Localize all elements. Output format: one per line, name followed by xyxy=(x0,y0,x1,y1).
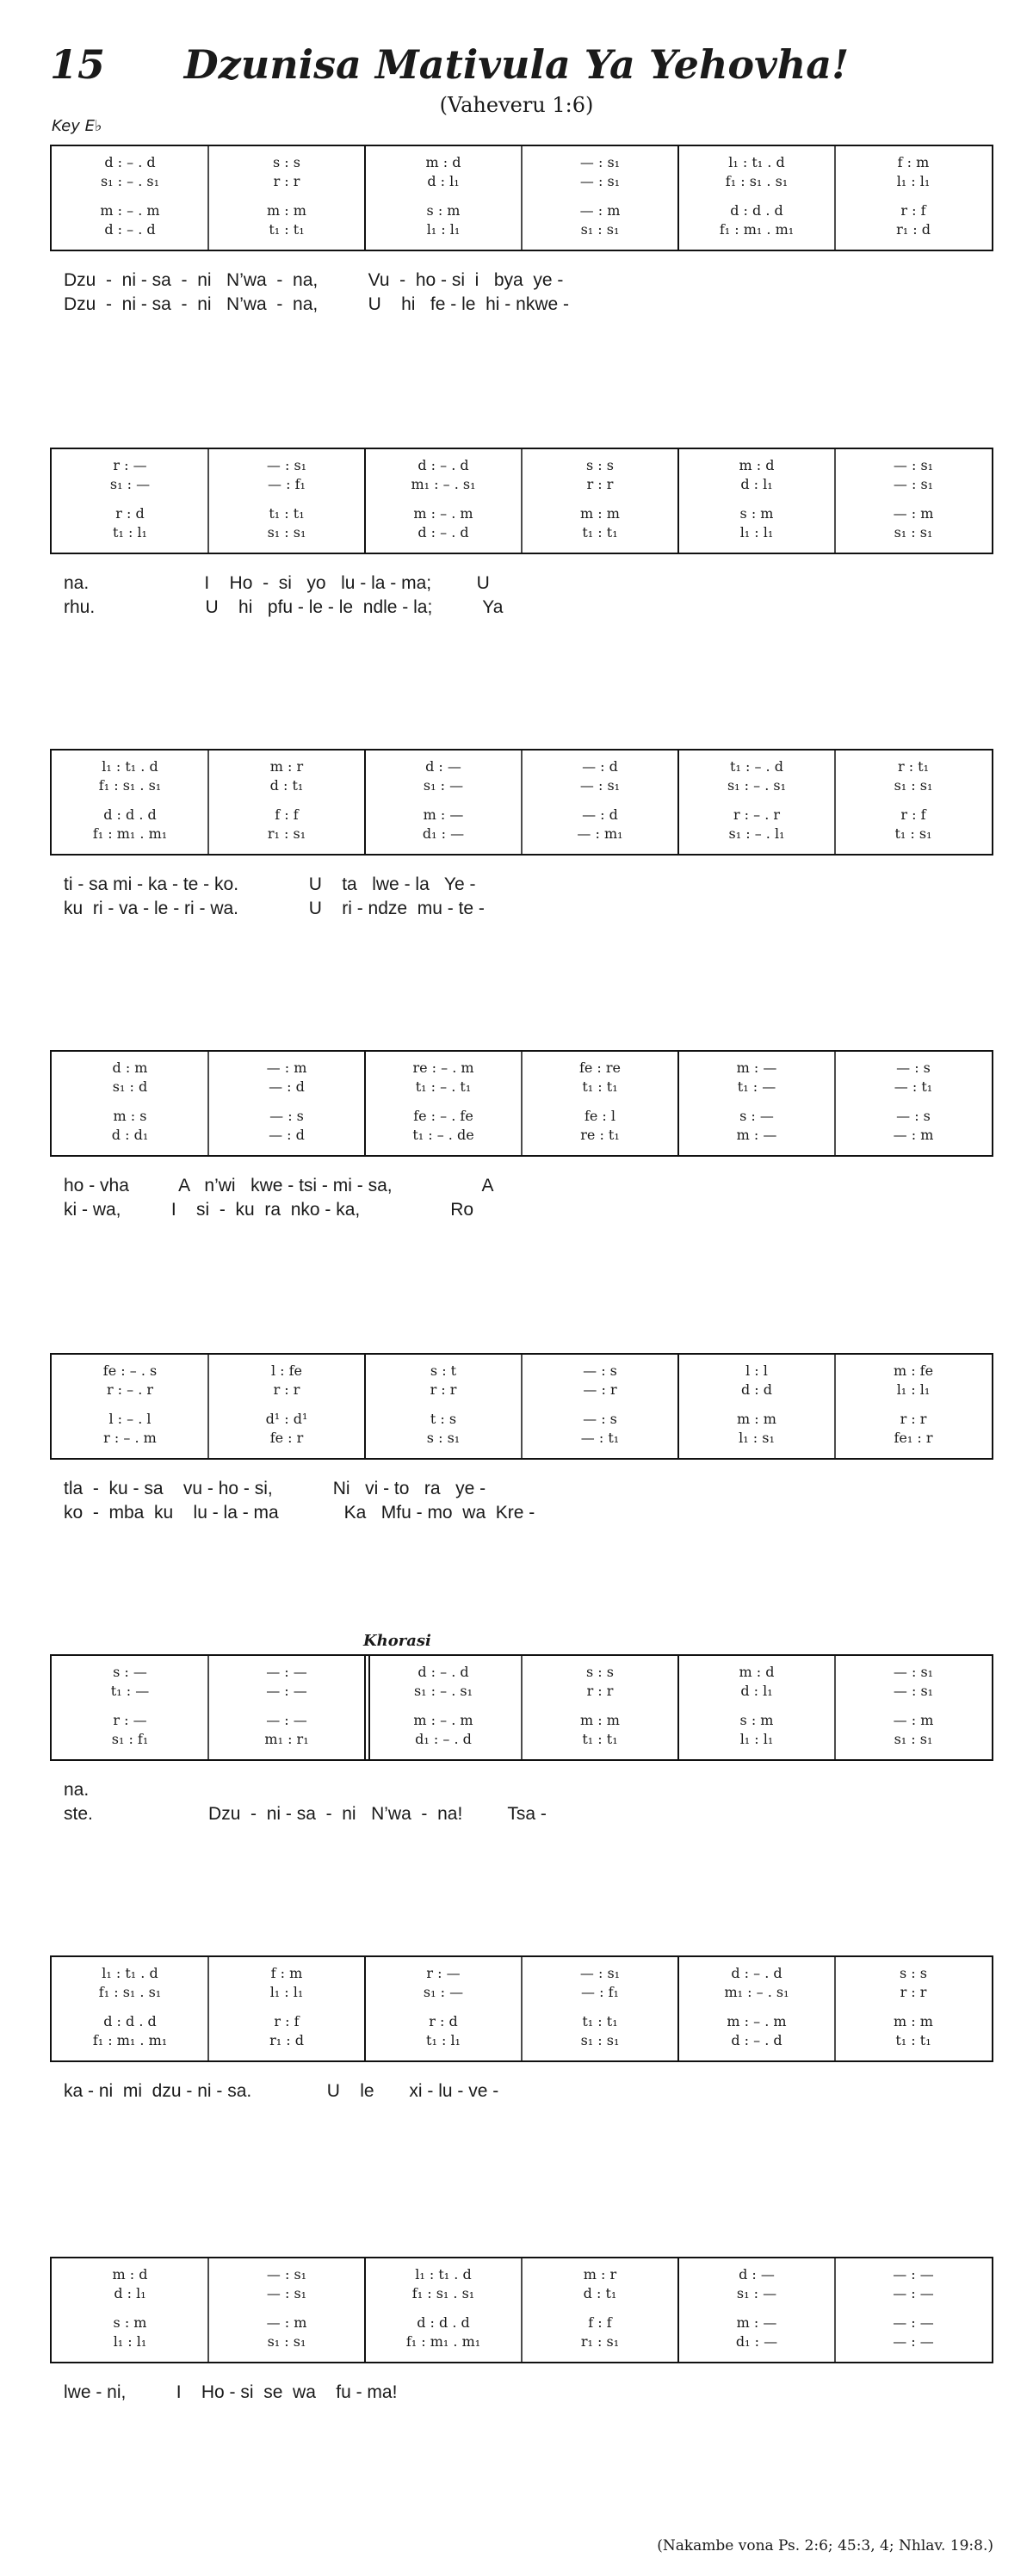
solfa-measure: s₁ : — xyxy=(109,476,151,492)
solfa-measure: m₁ : – . s₁ xyxy=(411,476,476,492)
voice-row xyxy=(52,1983,992,2002)
solfa-measure: — : d xyxy=(582,806,618,823)
solfa-measure: f : f xyxy=(275,806,299,823)
solfa-measure: s : m xyxy=(739,1712,774,1728)
solfa-measure: r : — xyxy=(113,1712,147,1728)
solfa-measure: d : d . d xyxy=(417,2314,470,2331)
solfa-measure: — : m xyxy=(893,505,934,522)
solfa-measure: d : d . d xyxy=(103,2013,157,2029)
solfa-measure: — : s xyxy=(896,1108,931,1124)
voice-row xyxy=(52,1663,992,1682)
solfa-measure: s : — xyxy=(113,1664,147,1680)
solfa-measure: d : t₁ xyxy=(269,777,304,794)
solfa-measure: l : fe xyxy=(270,1362,303,1379)
solfa-measure: l₁ : l₁ xyxy=(739,1731,774,1747)
solfa-measure: m : s xyxy=(113,1108,147,1124)
lyrics-block xyxy=(64,1778,985,1826)
solfa-measure: d : — xyxy=(425,758,461,775)
solfa-measure: s : t xyxy=(430,1362,457,1379)
solfa-measure: fe : – . s xyxy=(102,1362,158,1379)
solfa-measure: d : d₁ xyxy=(111,1127,149,1143)
solfa-measure: m : — xyxy=(423,806,464,823)
voice-row xyxy=(52,806,992,825)
solfa-measure: — : s xyxy=(583,1362,617,1379)
solfa-measure: s : s xyxy=(273,154,300,170)
voice-row xyxy=(52,523,992,542)
voice-row xyxy=(52,475,992,494)
solfa-measure: d : d xyxy=(740,1381,773,1398)
solfa-staff xyxy=(50,749,993,856)
lyrics-block xyxy=(64,2079,985,2103)
solfa-measure: — : s₁ xyxy=(579,777,621,794)
voice-row xyxy=(52,825,992,843)
solfa-measure: d : d . d xyxy=(103,806,157,823)
solfa-measure: f₁ : s₁ . s₁ xyxy=(98,777,162,794)
solfa-measure: r : – . r xyxy=(733,806,781,823)
solfa-measure: s : s xyxy=(900,1965,927,1981)
solfa-measure: d : – . d xyxy=(731,2032,782,2048)
voice-row xyxy=(52,1078,992,1096)
solfa-measure: s₁ : s₁ xyxy=(894,777,933,794)
solfa-measure: d : l₁ xyxy=(114,2285,146,2301)
solfa-measure: s₁ : – . s₁ xyxy=(100,173,160,189)
solfa-measure: r : f xyxy=(900,202,926,219)
solfa-measure: — : m xyxy=(266,1059,307,1076)
solfa-measure: — : f₁ xyxy=(268,476,306,492)
solfa-measure: — : m xyxy=(266,2314,307,2331)
solfa-measure: m : – . m xyxy=(413,505,473,522)
solfa-measure: f₁ : s₁ . s₁ xyxy=(98,1984,162,2000)
solfa-measure: t₁ : s₁ xyxy=(894,825,932,842)
solfa-staff xyxy=(50,1955,993,2062)
voice-row xyxy=(52,2284,992,2303)
solfa-measure: t₁ : t₁ xyxy=(269,505,305,522)
solfa-measure: r₁ : d xyxy=(896,221,931,238)
solfa-measure: t₁ : t₁ xyxy=(582,1731,618,1747)
voice-row xyxy=(52,504,992,523)
solfa-measure: s₁ : s₁ xyxy=(894,524,933,541)
lyric-line: ki - wa, I si - ku ra nko - ka, Ro xyxy=(64,1200,474,1220)
lyric-line: Dzu - ni - sa - ni N’wa - na, Vu - ho - si i bya ye - xyxy=(64,270,564,290)
solfa-measure: m : r xyxy=(583,2266,617,2283)
solfa-measure: f₁ : s₁ . s₁ xyxy=(411,2285,475,2301)
voice-row xyxy=(52,153,992,172)
lyric-line: na. I Ho - si yo lu - la - ma; U xyxy=(64,573,490,593)
solfa-measure: r : r xyxy=(430,1381,457,1398)
solfa-measure: m : – . m xyxy=(413,1712,473,1728)
solfa-measure: fe : l xyxy=(584,1108,616,1124)
solfa-measure: — : s₁ xyxy=(266,457,307,473)
voice-row xyxy=(52,1381,992,1399)
solfa-measure: d : – . d xyxy=(104,221,156,238)
solfa-measure: l₁ : l₁ xyxy=(113,2333,147,2350)
voice-row xyxy=(52,1964,992,1983)
lyric-line: ko - mba ku lu - la - ma Ka Mfu - mo wa Kre - xyxy=(64,1503,535,1523)
solfa-measure: r : d xyxy=(429,2013,458,2029)
voice-row xyxy=(52,1429,992,1448)
solfa-measure: — : r xyxy=(583,1381,617,1398)
solfa-measure: r : r xyxy=(586,476,614,492)
voice-row xyxy=(52,1059,992,1078)
solfa-measure: r : — xyxy=(113,457,147,473)
solfa-measure: — : t₁ xyxy=(580,1430,620,1446)
solfa-measure: fe : r xyxy=(269,1430,304,1446)
solfa-measure: t₁ : l₁ xyxy=(113,524,147,541)
solfa-staff xyxy=(50,2257,993,2363)
solfa-measure: r : d xyxy=(115,505,145,522)
solfa-measure: re : – . m xyxy=(412,1059,474,1076)
solfa-measure: r : r xyxy=(586,1683,614,1699)
solfa-measure: fe₁ : r xyxy=(894,1430,933,1446)
solfa-measure: — : s₁ xyxy=(893,457,934,473)
voice-row xyxy=(52,1682,992,1701)
solfa-measure: — : s xyxy=(583,1411,617,1427)
solfa-measure: re : t₁ xyxy=(580,1127,620,1143)
solfa-measure: r : — xyxy=(426,1965,461,1981)
solfa-measure: r : f xyxy=(274,2013,300,2029)
solfa-measure: s : s xyxy=(586,1664,614,1680)
solfa-measure: s₁ : s₁ xyxy=(267,524,306,541)
solfa-measure: — : — xyxy=(893,2266,934,2283)
scripture-reference: (Nakambe vona Ps. 2:6; 45:3, 4; Nhlav. 19:8.) xyxy=(657,2537,993,2554)
solfa-measure: m : d xyxy=(112,2266,148,2283)
solfa-measure: r : r xyxy=(900,1411,927,1427)
solfa-measure: d : l₁ xyxy=(740,476,773,492)
lyric-line: na. xyxy=(64,1780,90,1800)
solfa-measure: — : m xyxy=(893,1127,934,1143)
solfa-staff xyxy=(50,1353,993,1460)
solfa-measure: — : — xyxy=(266,1664,307,1680)
solfa-measure: — : s₁ xyxy=(266,2285,307,2301)
lyric-line: lwe - ni, I Ho - si se wa fu - ma! xyxy=(64,2382,398,2402)
solfa-measure: d : l₁ xyxy=(740,1683,773,1699)
solfa-measure: s₁ : d xyxy=(112,1078,148,1095)
solfa-measure: r : r xyxy=(900,1984,927,2000)
solfa-measure: l : l xyxy=(745,1362,768,1379)
solfa-staff xyxy=(50,1050,993,1157)
solfa-measure: d : – . d xyxy=(104,154,156,170)
solfa-measure: s₁ : – . s₁ xyxy=(413,1683,473,1699)
solfa-measure: t₁ : – . de xyxy=(412,1127,474,1143)
voice-row xyxy=(52,220,992,239)
voice-row xyxy=(52,1410,992,1429)
lyric-line: ste. Dzu - ni - sa - ni N’wa - na! Tsa - xyxy=(64,1804,547,1824)
solfa-measure: — : t₁ xyxy=(894,1078,933,1095)
solfa-measure: l₁ : s₁ xyxy=(739,1430,775,1446)
solfa-measure: m : — xyxy=(736,1059,777,1076)
solfa-measure: l₁ : l₁ xyxy=(896,1381,931,1398)
solfa-measure: t₁ : t₁ xyxy=(269,221,305,238)
solfa-measure: m : — xyxy=(736,2314,777,2331)
solfa-measure: — : f₁ xyxy=(581,1984,619,2000)
solfa-measure: — : s₁ xyxy=(893,476,934,492)
solfa-measure: d : t₁ xyxy=(583,2285,617,2301)
solfa-measure: f₁ : m₁ . m₁ xyxy=(92,2032,168,2048)
solfa-staff xyxy=(50,1654,993,1761)
solfa-measure: s₁ : — xyxy=(736,2285,777,2301)
solfa-measure: d₁ : – . d xyxy=(415,1731,472,1747)
solfa-measure: — : — xyxy=(893,2285,934,2301)
solfa-measure: m : m xyxy=(737,1411,776,1427)
lyric-line: tla - ku - sa vu - ho - si, Ni vi - to ra ye - xyxy=(64,1479,486,1498)
song-title: Dzunisa Mativula Ya Yehovha! xyxy=(183,41,850,88)
solfa-measure: s₁ : s₁ xyxy=(580,221,620,238)
solfa-measure: m : — xyxy=(736,1127,777,1143)
lyric-line: ti - sa mi - ka - te - ko. U ta lwe - la Ye - xyxy=(64,874,476,894)
solfa-measure: r₁ : d xyxy=(269,2032,304,2048)
solfa-measure: t₁ : t₁ xyxy=(895,2032,931,2048)
solfa-measure: l₁ : l₁ xyxy=(739,524,774,541)
voice-row xyxy=(52,2313,992,2332)
solfa-measure: r₁ : s₁ xyxy=(580,2333,620,2350)
voice-row xyxy=(52,2265,992,2284)
solfa-measure: m₁ : r₁ xyxy=(264,1731,309,1747)
solfa-measure: d : – . d xyxy=(418,1664,469,1680)
solfa-measure: t₁ : — xyxy=(110,1683,150,1699)
solfa-measure: — : s₁ xyxy=(893,1683,934,1699)
solfa-measure: — : — xyxy=(893,2333,934,2350)
solfa-measure: l₁ : t₁ . d xyxy=(728,154,785,170)
solfa-measure: m : m xyxy=(580,1712,620,1728)
solfa-measure: r : – . r xyxy=(106,1381,154,1398)
voice-row xyxy=(52,1730,992,1749)
solfa-measure: — : — xyxy=(266,1683,307,1699)
solfa-measure: m : m xyxy=(894,2013,933,2029)
key-signature-label: Key E♭ xyxy=(52,117,102,135)
solfa-measure: t₁ : l₁ xyxy=(426,2032,461,2048)
solfa-measure: s₁ : s₁ xyxy=(580,2032,620,2048)
lyrics-block xyxy=(64,269,985,317)
solfa-measure: m : m xyxy=(580,505,620,522)
solfa-measure: — : s xyxy=(896,1059,931,1076)
solfa-measure: s : m xyxy=(113,2314,147,2331)
voice-row xyxy=(52,1107,992,1126)
solfa-measure: l₁ : t₁ . d xyxy=(415,2266,472,2283)
voice-row xyxy=(52,757,992,776)
solfa-measure: — : s₁ xyxy=(579,173,621,189)
solfa-measure: m : d xyxy=(739,1664,775,1680)
solfa-measure: m₁ : – . s₁ xyxy=(724,1984,789,2000)
solfa-staff xyxy=(50,145,993,251)
solfa-measure: l₁ : t₁ . d xyxy=(102,758,158,775)
solfa-measure: — : — xyxy=(266,1712,307,1728)
voice-row xyxy=(52,1126,992,1145)
solfa-measure: m : fe xyxy=(893,1362,934,1379)
solfa-measure: d : — xyxy=(739,2266,775,2283)
solfa-measure: s₁ : s₁ xyxy=(267,2333,306,2350)
solfa-measure: t₁ : – . d xyxy=(730,758,783,775)
solfa-measure: s₁ : — xyxy=(423,777,464,794)
solfa-measure: r₁ : s₁ xyxy=(267,825,306,842)
solfa-measure: t₁ : — xyxy=(737,1078,776,1095)
solfa-measure: t₁ : t₁ xyxy=(582,524,618,541)
solfa-measure: f₁ : m₁ . m₁ xyxy=(719,221,795,238)
solfa-measure: — : m₁ xyxy=(577,825,623,842)
lyric-line: ho - vha A n’wi kwe - tsi - mi - sa, A xyxy=(64,1176,494,1195)
voice-row xyxy=(52,201,992,220)
song-subtitle: (Vaheveru 1:6) xyxy=(439,93,594,117)
voice-row xyxy=(52,2332,992,2351)
solfa-measure: d : – . d xyxy=(418,457,469,473)
voice-row xyxy=(52,1711,992,1730)
solfa-measure: r : r xyxy=(273,1381,300,1398)
solfa-measure: d : – . d xyxy=(731,1965,782,1981)
solfa-measure: — : m xyxy=(893,1712,934,1728)
solfa-measure: d : – . d xyxy=(418,524,469,541)
lyric-line: rhu. U hi pfu - le - le ndle - la; Ya xyxy=(64,597,504,617)
lyrics-block xyxy=(64,1174,985,1222)
solfa-measure: — : d xyxy=(269,1078,305,1095)
solfa-measure: m : m xyxy=(267,202,306,219)
solfa-measure: t₁ : t₁ xyxy=(582,1078,618,1095)
solfa-measure: fe : – . fe xyxy=(413,1108,473,1124)
solfa-staff xyxy=(50,448,993,554)
solfa-measure: — : s₁ xyxy=(893,1664,934,1680)
solfa-measure: f₁ : m₁ . m₁ xyxy=(405,2333,481,2350)
voice-row xyxy=(52,2012,992,2031)
solfa-measure: f₁ : s₁ . s₁ xyxy=(725,173,789,189)
solfa-measure: f : m xyxy=(897,154,930,170)
solfa-measure: t₁ : – . t₁ xyxy=(415,1078,472,1095)
lyrics-block xyxy=(64,2381,985,2405)
chorus-label: Khorasi xyxy=(363,1632,431,1650)
solfa-measure: t : s xyxy=(430,1411,457,1427)
solfa-measure: t₁ : t₁ xyxy=(582,2013,618,2029)
solfa-measure: l : – . l xyxy=(108,1411,152,1427)
lyrics-block xyxy=(64,1477,985,1525)
solfa-measure: l₁ : l₁ xyxy=(426,221,461,238)
voice-row xyxy=(52,776,992,795)
voice-row xyxy=(52,1362,992,1381)
solfa-measure: s : s₁ xyxy=(426,1430,461,1446)
solfa-measure: l₁ : t₁ . d xyxy=(102,1965,158,1981)
solfa-measure: d¹ : d¹ xyxy=(265,1411,308,1427)
solfa-measure: m : – . m xyxy=(100,202,160,219)
solfa-measure: r : – . m xyxy=(103,1430,157,1446)
song-number: 15 xyxy=(50,41,106,88)
solfa-measure: fe : re xyxy=(578,1059,622,1076)
lyrics-block xyxy=(64,873,985,921)
solfa-measure: s₁ : f₁ xyxy=(111,1731,149,1747)
solfa-measure: s : s xyxy=(586,457,614,473)
solfa-measure: — : s xyxy=(269,1108,304,1124)
voice-row xyxy=(52,172,992,191)
solfa-measure: r : r xyxy=(273,173,300,189)
solfa-measure: — : s₁ xyxy=(579,154,621,170)
solfa-measure: f : f xyxy=(588,2314,612,2331)
solfa-measure: l₁ : l₁ xyxy=(269,1984,304,2000)
solfa-measure: d : m xyxy=(112,1059,148,1076)
solfa-measure: s₁ : s₁ xyxy=(894,1731,933,1747)
solfa-measure: d₁ : — xyxy=(735,2333,778,2350)
solfa-measure: — : s₁ xyxy=(579,1965,621,1981)
solfa-measure: — : d xyxy=(582,758,618,775)
solfa-measure: s : — xyxy=(739,1108,774,1124)
lyric-line: Dzu - ni - sa - ni N’wa - na, U hi fe - le hi - nkwe - xyxy=(64,294,569,314)
solfa-measure: f : m xyxy=(270,1965,303,1981)
solfa-measure: l₁ : l₁ xyxy=(896,173,931,189)
voice-row xyxy=(52,2031,992,2050)
solfa-measure: s₁ : – . s₁ xyxy=(727,777,787,794)
solfa-measure: f₁ : m₁ . m₁ xyxy=(92,825,168,842)
lyric-line: ka - ni mi dzu - ni - sa. U le xi - lu - ve - xyxy=(64,2081,499,2101)
solfa-measure: s : m xyxy=(426,202,461,219)
solfa-measure: r : f xyxy=(900,806,926,823)
solfa-measure: s₁ : – . l₁ xyxy=(728,825,785,842)
lyric-line: ku ri - va - le - ri - wa. U ri - ndze mu - te - xyxy=(64,899,485,918)
solfa-measure: m : d xyxy=(425,154,461,170)
solfa-measure: m : r xyxy=(269,758,304,775)
solfa-measure: m : d xyxy=(739,457,775,473)
solfa-measure: s : m xyxy=(739,505,774,522)
solfa-measure: — : s₁ xyxy=(266,2266,307,2283)
solfa-measure: d : d . d xyxy=(730,202,783,219)
solfa-measure: d : l₁ xyxy=(427,173,460,189)
solfa-measure: s₁ : — xyxy=(423,1984,464,2000)
solfa-measure: m : – . m xyxy=(727,2013,787,2029)
voice-row xyxy=(52,456,992,475)
solfa-measure: — : — xyxy=(893,2314,934,2331)
solfa-measure: — : m xyxy=(579,202,621,219)
solfa-measure: r : t₁ xyxy=(897,758,930,775)
solfa-measure: — : d xyxy=(269,1127,305,1143)
lyrics-block xyxy=(64,571,985,620)
solfa-measure: d₁ : — xyxy=(422,825,465,842)
